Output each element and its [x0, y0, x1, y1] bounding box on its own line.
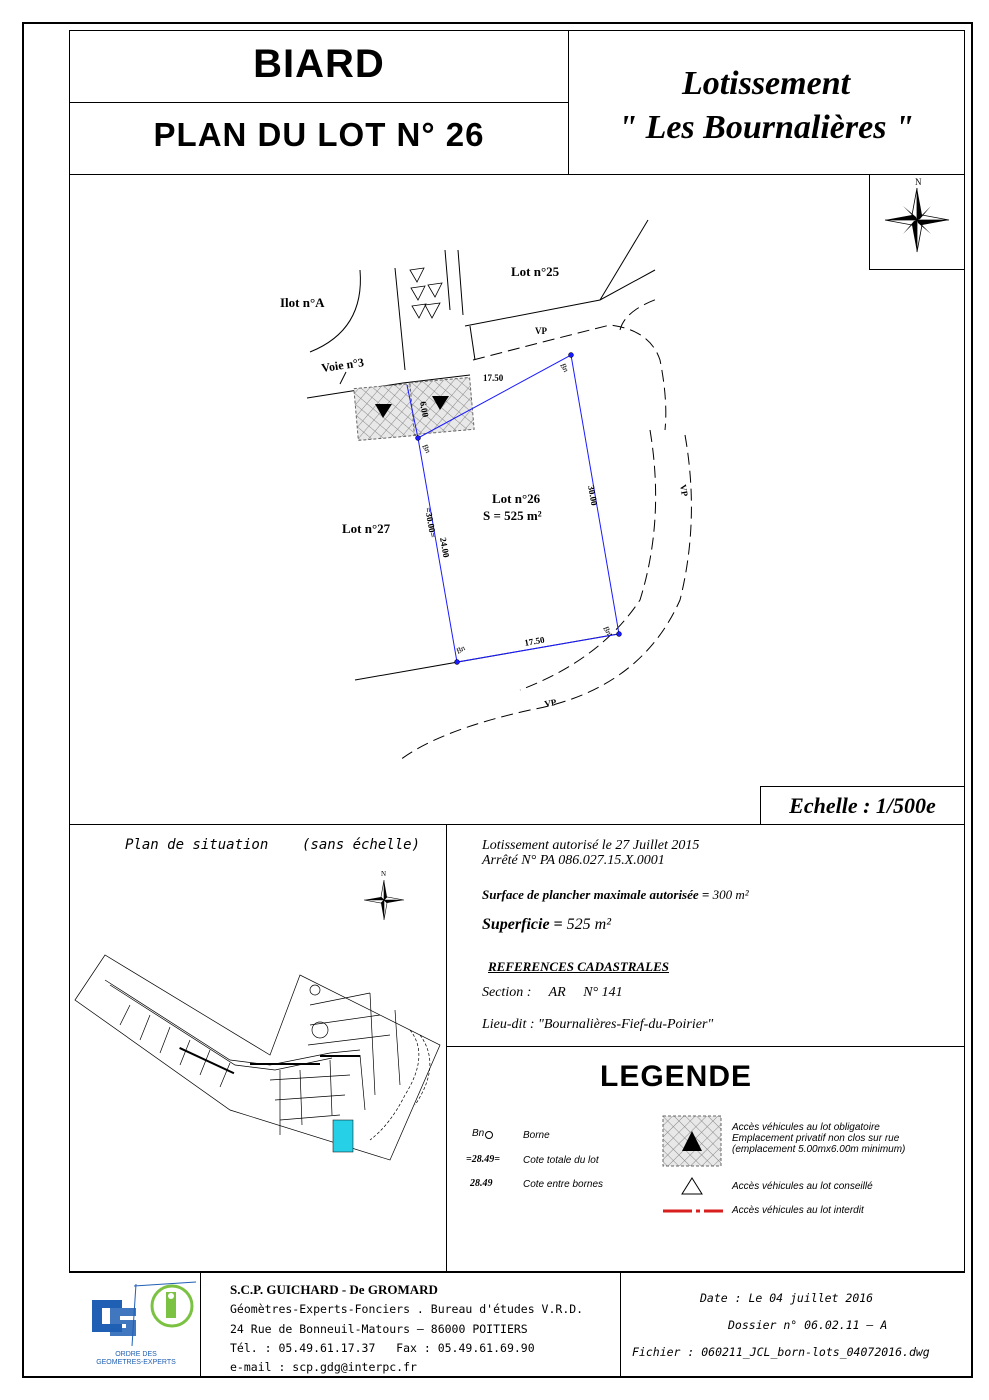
legend-cote-totale-text: Cote totale du lot	[523, 1155, 599, 1166]
footer-date: Date : Le 04 juillet 2016	[700, 1291, 874, 1305]
plancher-row	[482, 887, 749, 903]
refs-title: REFERENCES CADASTRALES	[488, 959, 669, 974]
lot26-surface: S = 525 m²	[483, 508, 542, 523]
dim-top: 17.50	[483, 373, 504, 383]
legend-cote-bornes-text: Cote entre bornes	[523, 1179, 604, 1190]
voie-label: Voie n°3	[320, 355, 365, 375]
ilot-right	[395, 268, 405, 370]
ilot-curve	[310, 270, 360, 352]
lot26-label: Lot n°26	[492, 491, 541, 506]
company-logo-icon	[74, 1280, 198, 1348]
plancher-value: 300 m²	[712, 887, 749, 902]
access-forbidden-icon	[662, 1206, 724, 1216]
legend-cote-totale-symbol: =28.49=	[466, 1154, 500, 1165]
logo-caption-1: ORDRE DES	[115, 1351, 157, 1358]
legend-title: LEGENDE	[600, 1060, 753, 1093]
access-advised-icon	[680, 1176, 704, 1196]
company-line-1: Géomètres-Experts-Fonciers . Bureau d'études V.R.D.	[230, 1302, 584, 1316]
footer-top-line	[69, 1272, 965, 1273]
company-line-4: e-mail : scp.gdg@interpc.fr	[230, 1360, 417, 1374]
legend-borne-symbol	[472, 1128, 493, 1139]
footer-fichier: Fichier : 060211_JCL_born-lots_04072016.dwg	[632, 1345, 930, 1359]
legend-borne-text: Borne	[523, 1130, 550, 1141]
legend-access-mandatory	[732, 1122, 905, 1155]
lot26-highlight	[333, 1120, 353, 1152]
vp-label-right: VP	[678, 483, 690, 498]
situation-north-icon	[360, 868, 410, 922]
lot25-label: Lot n°25	[511, 264, 560, 279]
company-name: S.C.P. GUICHARD - De GROMARD	[230, 1282, 438, 1297]
lotissement-line-1: Lotissement	[681, 65, 851, 102]
dim-left-total: =30.00=	[423, 506, 439, 539]
footer-divider-2	[620, 1272, 621, 1378]
logo-caption	[74, 1351, 198, 1367]
dim-left: 24.00	[438, 536, 452, 559]
lot25-line	[465, 270, 655, 326]
plan-title: PLAN DU LOT N° 26	[153, 116, 485, 153]
commune-title: BIARD	[253, 42, 385, 86]
borne-label-4: Bn	[454, 643, 467, 656]
situation-north-label: N	[381, 870, 387, 878]
autorise-text: Lotissement autorisé le 27 Juillet 2015	[482, 838, 700, 853]
legend-access-forbidden: Accès véhicules au lot interdit	[732, 1205, 864, 1216]
access-mandatory-line-1: Accès véhicules au lot obligatoire	[732, 1122, 880, 1133]
company-line-2: 24 Rue de Bonneuil-Matours – 86000 POITIERS	[230, 1322, 528, 1336]
scale-label: Echelle : 1/500e	[760, 786, 964, 824]
ilot-label: Ilot n°A	[280, 295, 325, 310]
superficie-row	[482, 916, 611, 934]
plancher-label: Surface de plancher maximale autorisée =	[482, 887, 710, 902]
borne-label-2: Bn	[558, 361, 571, 374]
dim-access: 6.00	[418, 400, 431, 418]
surrounding-lines	[307, 220, 655, 680]
middle-divider	[69, 824, 965, 825]
logo-caption-2: GEOMETRES-EXPERTS	[96, 1359, 176, 1366]
vp-road	[400, 298, 691, 760]
vp-label-bottom: VP	[543, 697, 558, 709]
access-mandatory-line-3: (emplacement 5.00mx6.00m minimum)	[732, 1144, 906, 1155]
dim-right: 30.00	[586, 484, 600, 507]
borne-symbol-text: Bn	[472, 1128, 485, 1139]
footer-divider-1	[200, 1272, 201, 1378]
access-mandatory-line-2: Emplacement privatif non clos sur rue	[732, 1133, 900, 1144]
section-text: Section : AR N° 141	[482, 985, 623, 1000]
borne-label-3: Bn	[601, 624, 614, 637]
company-line-3: Tél. : 05.49.61.17.37 Fax : 05.49.61.69.90	[230, 1341, 535, 1355]
footer-dossier: Dossier n° 06.02.11 – A	[728, 1318, 888, 1332]
situation-map	[70, 935, 446, 1170]
legend-top-line	[446, 1046, 965, 1047]
lotissement-line-2: " Les Bournalières "	[618, 109, 914, 146]
dim-bottom: 17.50	[523, 634, 546, 648]
legend-cote-bornes-symbol: 28.49	[470, 1178, 493, 1189]
superficie-label: Superficie =	[482, 916, 563, 933]
lot25-top	[600, 220, 648, 300]
superficie-value: 525 m²	[566, 916, 612, 933]
parking-triangles	[410, 268, 442, 318]
borne-circle-icon	[485, 1131, 493, 1139]
lieu-dit-text: Lieu-dit : "Bournalières-Fief-du-Poirier"	[482, 1017, 714, 1032]
arrete-text: Arrêté N° PA 086.027.15.X.0001	[482, 853, 665, 868]
access-mandatory-icon	[662, 1115, 722, 1167]
situation-title: Plan de situation (sans échelle)	[125, 837, 421, 853]
vp-label-top: VP	[535, 326, 547, 336]
lot27-label: Lot n°27	[342, 521, 391, 536]
north-label: N	[915, 177, 922, 187]
lower-vertical-divider	[446, 824, 447, 1272]
borne-label-1: Bn	[420, 442, 433, 455]
legend-access-advised: Accès véhicules au lot conseillé	[732, 1181, 873, 1192]
